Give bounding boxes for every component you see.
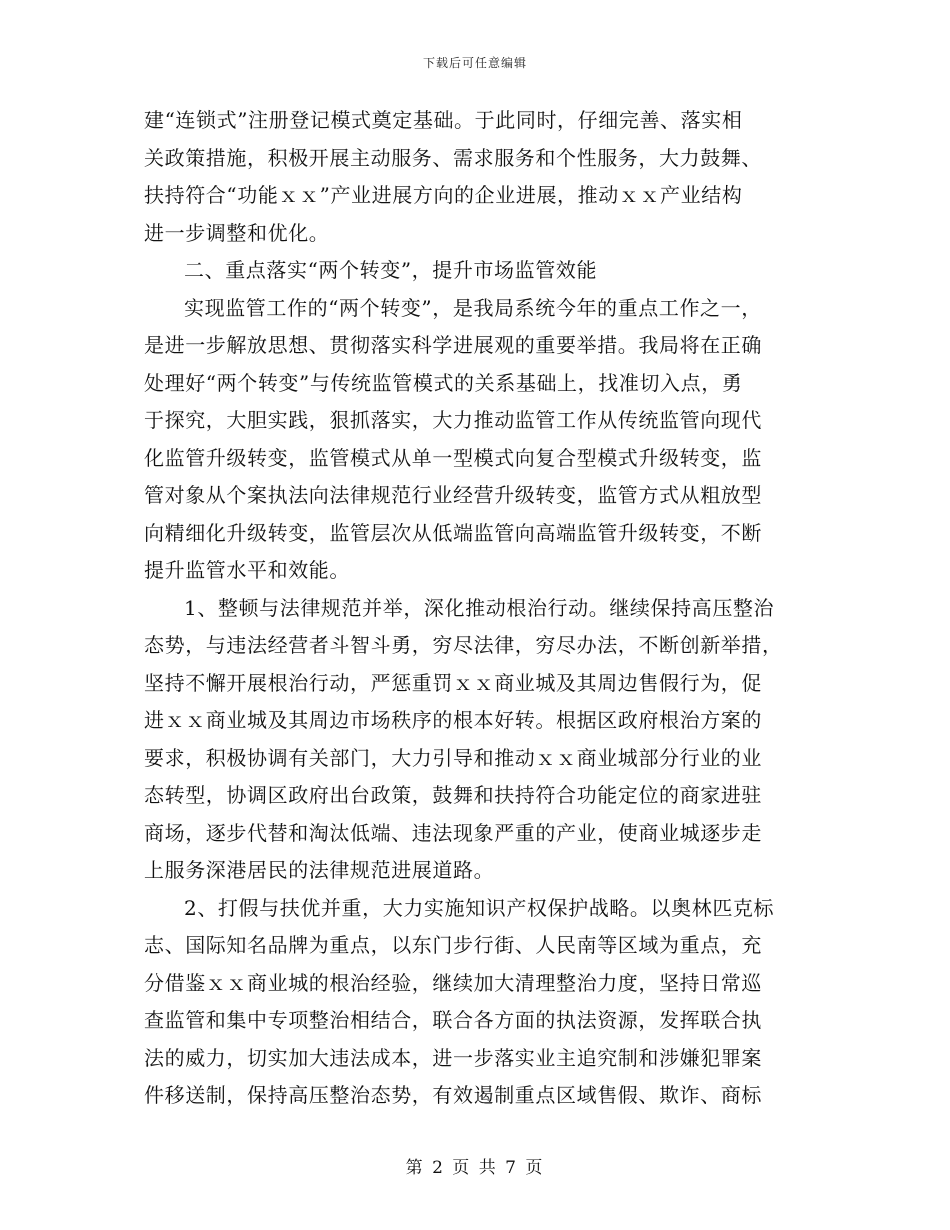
body-text-line: 态转型，协调区政府出台政策，鼓舞和扶持符合功能定位的商家进驻 bbox=[144, 783, 762, 807]
body-text-line: 上服务深港居民的法律规范进展道路。 bbox=[144, 858, 495, 882]
body-text-line: 扶持符合“功能ｘｘ”产业进展方向的企业进展，推动ｘｘ产业结构 bbox=[144, 183, 743, 207]
document-body bbox=[144, 102, 804, 1115]
body-text-line: 建“连锁式”注册登记模式奠定基础。于此同时，仔细完善、落实相 bbox=[144, 108, 743, 132]
body-text-line: 进ｘｘ商业城及其周边市场秩序的根本好转。根据区政府根治方案的 bbox=[144, 708, 762, 732]
body-text-line: 法的威力，切实加大违法成本，进一步落实业主追究制和涉嫌犯罪案 bbox=[144, 1045, 762, 1070]
body-text-line: 坚持不懈开展根治行动，严惩重罚ｘｘ商业城及其周边售假行为，促 bbox=[144, 670, 762, 695]
body-text-line: 管对象从个案执法向法律规范行业经营升级转变，监管方式从粗放型 bbox=[144, 483, 762, 507]
body-text-line: 2、打假与扶优并重，大力实施知识产权保护战略。以奥林匹克标 bbox=[184, 895, 775, 920]
body-text-line: 向精细化升级转变，监管层次从低端监管向高端监管升级转变，不断 bbox=[144, 520, 762, 545]
page-header: 下载后可任意编辑 bbox=[422, 56, 527, 70]
body-text-line: 商场，逐步代替和淘汰低端、违法现象严重的产业，使商业城逐步走 bbox=[144, 820, 762, 845]
body-text-line: 志、国际知名品牌为重点，以东门步行街、人民南等区域为重点，充 bbox=[144, 933, 762, 957]
body-text-line: 化监管升级转变，监管模式从单一型模式向复合型模式升级转变，监 bbox=[144, 445, 762, 470]
body-text-line: 1、整顿与法律规范并举，深化推动根治行动。继续保持高压整治 bbox=[184, 595, 775, 620]
body-text-line: 进一步调整和优化。 bbox=[144, 220, 330, 245]
body-text-line: 要求，积极协调有关部门，大力引导和推动ｘｘ商业城部分行业的业 bbox=[144, 745, 762, 770]
body-text-line: 于探究，大胆实践，狠抓落实，大力推动监管工作从传统监管向现代 bbox=[144, 408, 762, 432]
body-text-line: 二、重点落实“两个转变”，提升市场监管效能 bbox=[184, 258, 598, 282]
body-text-line: 关政策措施，积极开展主动服务、需求服务和个性服务，大力鼓舞、 bbox=[144, 145, 762, 170]
body-text-line: 态势，与违法经营者斗智斗勇，穷尽法律，穷尽办法，不断创新举措， bbox=[144, 633, 783, 657]
body-text-line: 处理好“两个转变”与传统监管模式的关系基础上，找准切入点，勇 bbox=[144, 370, 743, 395]
body-text-line: 是进一步解放思想、贯彻落实科学进展观的重要举措。我局将在正确 bbox=[144, 333, 762, 357]
body-text-line: 分借鉴ｘｘ商业城的根治经验，继续加大清理整治力度，坚持日常巡 bbox=[144, 970, 762, 995]
body-text-line: 实现监管工作的“两个转变”，是我局系统今年的重点工作之一， bbox=[184, 295, 762, 320]
body-text-line: 件移送制，保持高压整治态势，有效遏制重点区域售假、欺诈、商标 bbox=[144, 1083, 762, 1107]
page-footer: 第 2 页 共 7 页 bbox=[405, 1158, 545, 1178]
body-text-line: 查监管和集中专项整治相结合，联合各方面的执法资源，发挥联合执 bbox=[144, 1008, 762, 1032]
body-text-line: 提升监管水平和效能。 bbox=[144, 558, 350, 582]
